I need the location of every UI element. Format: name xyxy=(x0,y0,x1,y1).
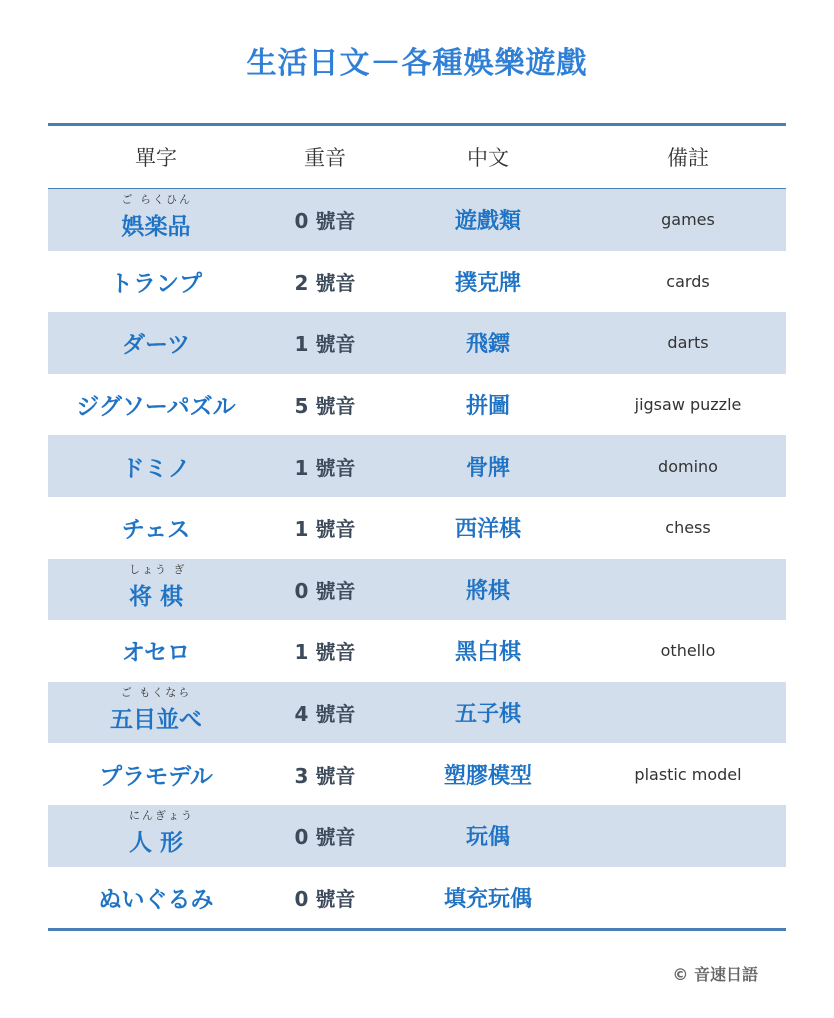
header-chinese: 中文 xyxy=(467,146,509,170)
table-row xyxy=(48,867,786,929)
chinese-cell: 填充玩偶 xyxy=(443,886,532,912)
accent-cell: 2 號音 xyxy=(294,270,356,295)
chinese-cell: 遊戲類 xyxy=(454,209,521,235)
japanese-word xyxy=(99,881,214,914)
table-row xyxy=(48,189,786,251)
japanese-word xyxy=(128,562,187,611)
chinese-cell: 黑白棋 xyxy=(454,640,521,666)
table-row xyxy=(48,805,786,867)
table-row xyxy=(48,497,786,559)
table-row xyxy=(48,374,786,436)
accent-cell: 3 號音 xyxy=(294,763,356,788)
table-row xyxy=(48,620,786,682)
table-row xyxy=(48,559,786,621)
word-text: オセロ xyxy=(121,640,191,667)
accent-cell: 0 號音 xyxy=(294,209,356,234)
japanese-word xyxy=(122,634,190,667)
word-text: ダーツ xyxy=(121,332,191,359)
table-bottom-rule xyxy=(48,928,786,931)
japanese-word xyxy=(128,809,194,857)
word-cell xyxy=(48,388,264,421)
accent-cell: 1 號音 xyxy=(294,517,356,542)
table-body xyxy=(48,189,786,928)
word-cell xyxy=(48,193,264,241)
furigana: ご もくなら xyxy=(120,686,192,700)
word-text: トランプ xyxy=(110,270,202,297)
chinese-cell: 撲克牌 xyxy=(454,270,521,296)
japanese-word xyxy=(110,686,202,734)
accent-cell: 0 號音 xyxy=(294,578,356,603)
furigana: ご らくひん xyxy=(121,193,192,207)
table-header xyxy=(48,126,786,189)
word-cell xyxy=(48,326,264,359)
accent-cell: 1 號音 xyxy=(294,455,356,480)
table-row xyxy=(48,312,786,374)
word-text: ドミノ xyxy=(121,455,191,482)
header-word: 單字 xyxy=(135,146,177,170)
word-text: 将 棋 xyxy=(128,583,183,610)
japanese-word xyxy=(121,193,192,241)
word-text: ジグソーパズル xyxy=(76,394,236,421)
table-row xyxy=(48,743,786,805)
word-text: チェス xyxy=(121,517,191,544)
japanese-word xyxy=(110,265,202,298)
accent-cell: 0 號音 xyxy=(294,886,356,911)
word-text: プラモデル xyxy=(99,763,213,790)
furigana: しょう ぎ xyxy=(128,562,187,576)
chinese-cell: 骨牌 xyxy=(465,455,510,481)
word-cell xyxy=(48,686,264,734)
note-cell: domino xyxy=(658,456,718,476)
vocabulary-table xyxy=(48,123,786,931)
accent-cell: 4 號音 xyxy=(294,702,356,727)
word-cell xyxy=(48,809,264,857)
word-text: ぬいぐるみ xyxy=(98,886,214,913)
chinese-cell: 西洋棋 xyxy=(454,517,521,543)
chinese-cell: 將棋 xyxy=(465,578,510,604)
note-cell: jigsaw puzzle xyxy=(634,395,742,415)
japanese-word xyxy=(122,326,190,359)
word-text: 人 形 xyxy=(128,830,183,857)
chinese-cell: 拼圖 xyxy=(465,394,510,420)
table-row xyxy=(48,435,786,497)
header-note: 備註 xyxy=(667,146,709,170)
word-text: 娯楽品 xyxy=(121,214,191,241)
note-cell: othello xyxy=(660,641,716,661)
japanese-word xyxy=(99,758,213,791)
chinese-cell: 玩偶 xyxy=(465,825,510,851)
word-cell xyxy=(48,511,264,544)
note-cell: games xyxy=(661,210,715,230)
note-cell: darts xyxy=(667,333,709,353)
chinese-cell: 五子棋 xyxy=(454,702,521,728)
accent-cell: 5 號音 xyxy=(294,394,356,419)
word-cell xyxy=(48,450,264,483)
word-cell xyxy=(48,265,264,298)
copyright-footer: © 音速日語 xyxy=(672,965,758,984)
chinese-cell: 塑膠模型 xyxy=(443,763,532,789)
word-cell xyxy=(48,758,264,791)
accent-cell: 0 號音 xyxy=(294,825,356,850)
japanese-word xyxy=(122,511,190,544)
note-cell: chess xyxy=(665,518,711,538)
word-cell xyxy=(48,634,264,667)
note-cell: cards xyxy=(666,271,710,291)
header-accent: 重音 xyxy=(304,146,346,170)
furigana: にんぎょう xyxy=(128,809,194,823)
page-title: 生活日文－各種娛樂遊戲 xyxy=(246,46,588,81)
note-cell: plastic model xyxy=(634,764,742,784)
accent-cell: 1 號音 xyxy=(294,640,356,665)
accent-cell: 1 號音 xyxy=(294,332,356,357)
japanese-word xyxy=(122,450,191,483)
table-row xyxy=(48,251,786,313)
chinese-cell: 飛鏢 xyxy=(465,332,510,358)
table-row xyxy=(48,682,786,744)
word-cell xyxy=(48,881,264,914)
japanese-word xyxy=(76,388,235,421)
word-cell xyxy=(48,562,264,611)
word-text: 五目並べ xyxy=(110,707,202,734)
